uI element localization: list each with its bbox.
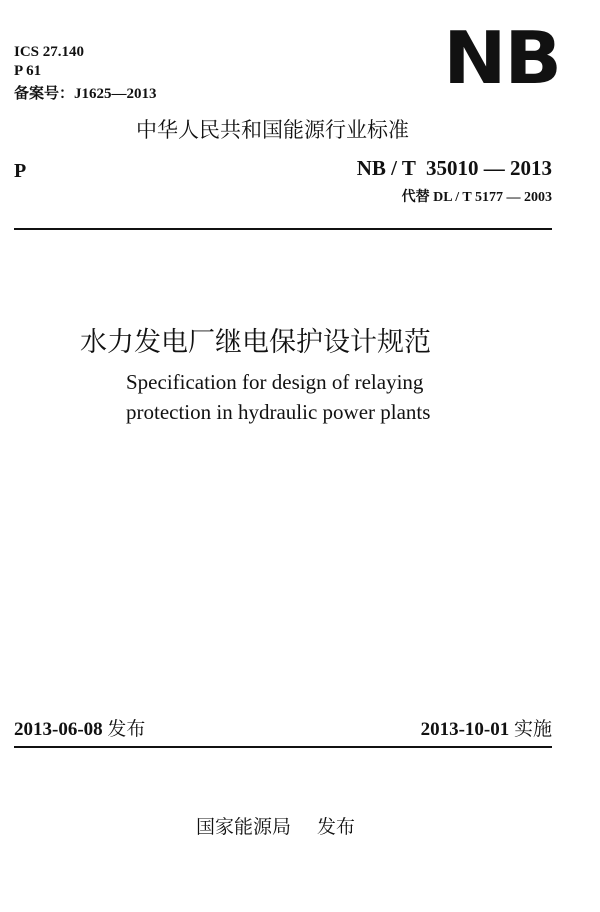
replaces-standard: 代替 DL / T 5177 — 2003	[401, 190, 552, 205]
p-code: P 61	[14, 63, 42, 79]
industry-standard-title: 中华人民共和国能源行业标准	[136, 118, 409, 142]
title-chinese: 水力发电厂继电保护设计规范	[80, 327, 431, 358]
effective-date-block	[421, 714, 552, 741]
record-number	[14, 82, 157, 103]
effective-date: 2013-10-01	[420, 719, 510, 740]
bottom-rule	[14, 746, 552, 748]
publisher-action: 发布	[317, 816, 356, 838]
title-english-line1: Specification for design of relaying	[126, 370, 424, 394]
issue-label: 发布	[107, 718, 146, 740]
record-value: J1625—2013	[74, 86, 157, 102]
ics-code: ICS 27.140	[14, 44, 85, 60]
standard-number: NB / T 35010 — 2013	[356, 156, 552, 180]
publisher	[196, 812, 355, 839]
effective-label: 实施	[513, 718, 552, 740]
issue-date: 2013-06-08	[14, 719, 103, 740]
nb-logo: NB	[443, 16, 560, 100]
title-english-line2: protection in hydraulic power plants	[126, 400, 431, 424]
category-letter: P	[14, 160, 27, 182]
publisher-name: 国家能源局	[196, 816, 292, 838]
issue-date-block	[14, 714, 145, 741]
record-label: 备案号：	[14, 84, 75, 102]
top-rule	[14, 228, 552, 230]
